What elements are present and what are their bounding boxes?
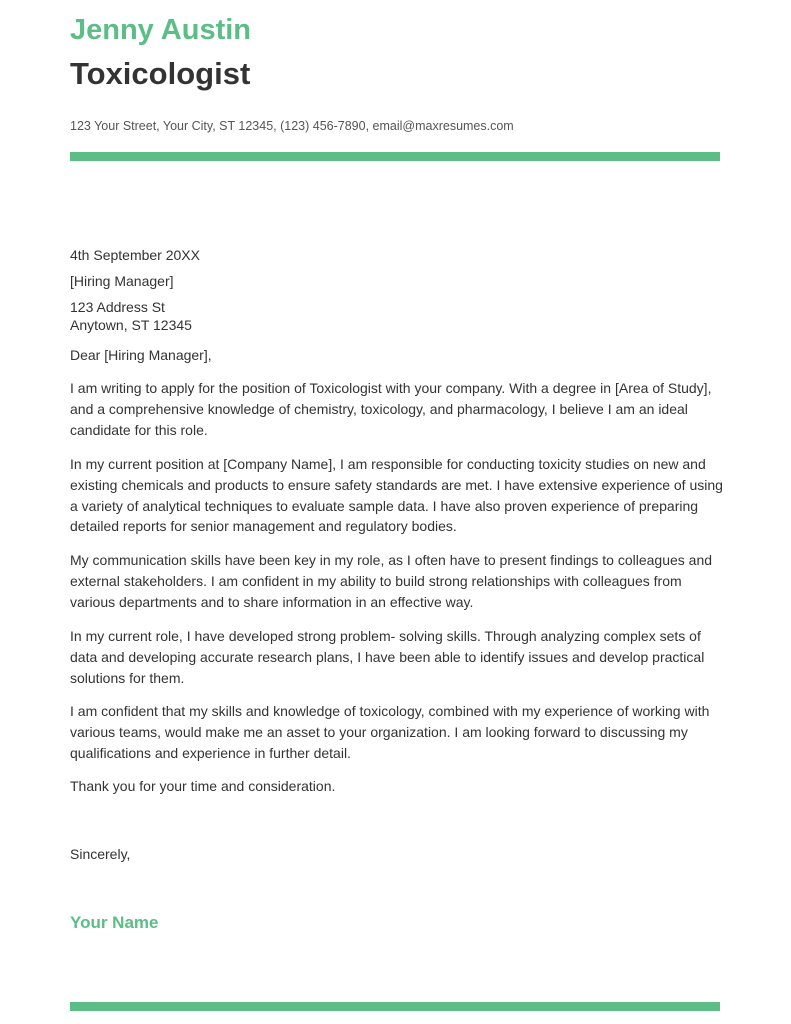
recipient-address-line-1: 123 Address St — [70, 299, 165, 315]
closing: Sincerely, — [70, 846, 131, 862]
body-paragraph-5: I am confident that my skills and knowledge of toxicology, combined with my experience of working with various teams, would make me an asset to your organization. I am looking forward to discussing my qualifications and experience in further detail. — [70, 703, 710, 761]
contact-info: 123 Your Street, Your City, ST 12345, (123) 456-7890, email@maxresumes.com — [70, 119, 514, 133]
body-paragraph-2: In my current position at [Company Name], I am responsible for conducting toxicity studies on new and existing chemicals and products to ensure safety standards are met. I have extensive experience of using a variety of analytical techniques to evaluate sample data. I have also proven experience of preparing detailed reports for senior management and regulatory bodies. — [70, 456, 723, 535]
body-paragraph-1: I am writing to apply for the position of Toxicologist with your company. With a degree in [Area of Study], and a comprehensive knowledge of chemistry, toxicology, and pharmacology, I believe I am an ideal candidate for this role. — [70, 380, 712, 438]
letter-date: 4th September 20XX — [70, 247, 200, 263]
body-paragraph-3: My communication skills have been key in my role, as I often have to present findings to colleagues and external stakeholders. I am confident in my ability to build strong relationships with colleagues from various departments and to share information in an effective way. — [70, 552, 713, 610]
recipient-name: [Hiring Manager] — [70, 273, 174, 289]
body-paragraph-4: In my current role, I have developed strong problem- solving skills. Through analyzing complex sets of data and developing accurate research plans, I have been able to identify issues and develop practical solutions for them. — [70, 628, 705, 686]
salutation: Dear [Hiring Manager], — [70, 347, 212, 363]
job-title: Toxicologist — [70, 56, 251, 91]
recipient-address-line-2: Anytown, ST 12345 — [70, 317, 192, 333]
top-divider — [70, 152, 720, 161]
applicant-name: Jenny Austin — [70, 14, 252, 46]
body-paragraph-6: Thank you for your time and consideration. — [70, 778, 336, 794]
signature-name: Your Name — [70, 913, 159, 932]
bottom-divider — [70, 1002, 720, 1011]
